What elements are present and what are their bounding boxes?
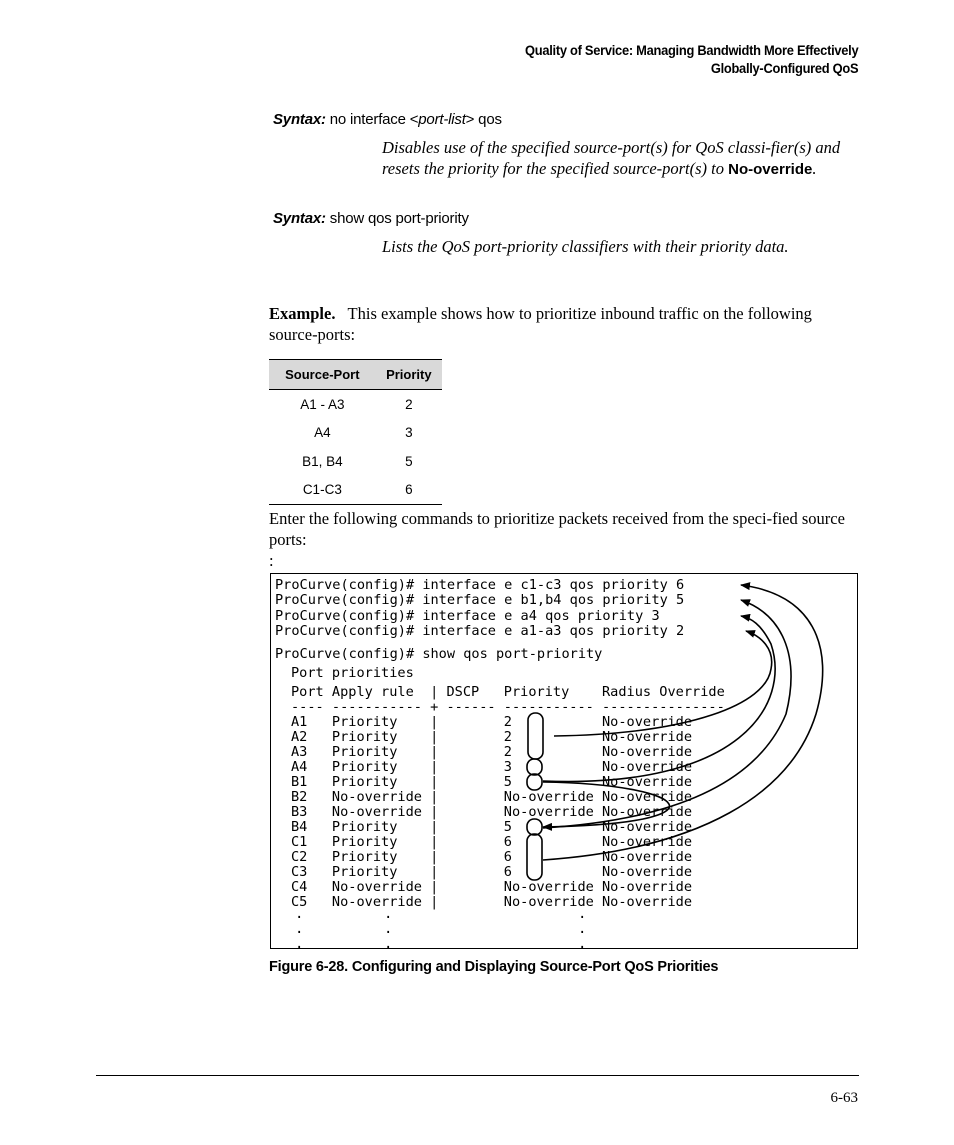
syntax-description-1 (382, 137, 862, 180)
source-port-priority-table (269, 359, 442, 505)
continuation-dots: · · · (295, 910, 304, 956)
colon-mark: : (269, 551, 274, 570)
output-row: C2 Priority | 6 No-override (291, 849, 693, 865)
cli-command-line: ProCurve(config)# interface e a4 qos priority 3 (275, 608, 660, 624)
table-cell: 6 (376, 476, 442, 505)
table-cell: 2 (405, 396, 413, 412)
running-header-title: Quality of Service: Managing Bandwidth More Effectively (524, 42, 858, 58)
cli-command-line: ProCurve(config)# interface e c1-c3 qos priority 6 (275, 577, 685, 593)
example-text: This example shows how to prioritize inbound traffic on the following source-ports: (269, 304, 812, 344)
figure-caption: Figure 6-28. Configuring and Displaying Source-Port QoS Priorities (269, 959, 719, 975)
output-row: C5 No-override | No-override No-override (291, 894, 693, 910)
continuation-dots: · · · (578, 910, 587, 956)
table-cell: C1-C3 (269, 476, 376, 505)
table-cell: B1, B4 (302, 453, 343, 469)
example-label: Example. (269, 304, 336, 323)
output-row: A1 Priority | 2 No-override (291, 714, 693, 730)
table-cell: 3 (405, 425, 413, 441)
example-paragraph (269, 303, 859, 345)
page-number: 6-63 (830, 1090, 858, 1106)
table-row (269, 390, 442, 419)
output-title: Port priorities (291, 665, 414, 681)
arrow-priority-3 (543, 616, 775, 782)
output-row: A2 Priority | 2 No-override (291, 729, 693, 745)
cli-screenshot (270, 573, 858, 956)
syntax-label: Syntax: (273, 111, 326, 128)
output-row: C1 Priority | 6 No-override (291, 834, 693, 850)
cli-command-line: ProCurve(config)# interface e a1-a3 qos priority 2 (275, 623, 685, 639)
column-header-source-port: Source-Port (269, 360, 376, 390)
syntax-show-qos (273, 210, 469, 227)
output-row: A3 Priority | 2 No-override (291, 744, 693, 760)
table-row (269, 447, 442, 476)
table-cell: A1 - A3 (300, 396, 345, 412)
output-row: A4 Priority | 3 No-override (291, 759, 693, 775)
footer-rule (96, 1075, 859, 1076)
output-separator: ---- ----------- + ------ ----------- --------------- (291, 699, 725, 715)
table-row (269, 419, 442, 448)
syntax-command-post: > qos (465, 111, 502, 128)
cli-show-command: ProCurve(config)# show qos port-priority (275, 646, 603, 662)
continuation-dots: · · · (384, 910, 393, 956)
column-header-priority: Priority (376, 360, 442, 390)
output-row: B1 Priority | 5 No-override (291, 774, 693, 790)
syntax-command: show qos port-priority (329, 210, 469, 227)
output-row: B4 Priority | 5 No-override (291, 819, 693, 835)
syntax-command-pre: no interface < (329, 111, 419, 128)
table-cell: A4 (314, 425, 331, 441)
syntax-description-2: Lists the QoS port-priority classifiers with their priority data. (382, 237, 789, 256)
highlight-circle (528, 713, 543, 759)
table-cell: 5 (405, 453, 413, 469)
running-header-subtitle: Globally-Configured QoS (710, 60, 858, 76)
highlight-circle (527, 759, 542, 775)
table-row (269, 476, 442, 505)
no-override-term: No-override (728, 161, 813, 178)
output-row: B3 No-override | No-override No-override (291, 804, 693, 820)
description-text: Disables use of the specified source-port(s) for QoS classi-fier(s) and resets the priority for the specified source-port(s) to (382, 138, 841, 178)
cli-command-line: ProCurve(config)# interface e b1,b4 qos priority 5 (275, 592, 685, 608)
syntax-no-interface (273, 111, 502, 128)
highlight-circle (527, 774, 542, 790)
syntax-label: Syntax: (273, 210, 326, 227)
output-row: C3 Priority | 6 No-override (291, 864, 693, 880)
priority-annotation-arrows (271, 574, 857, 948)
description-end: . (812, 159, 817, 178)
output-column-headers: Port Apply rule | DSCP Priority Radius Override (291, 684, 725, 700)
arrow-b1-to-b4 (543, 782, 669, 827)
highlight-circle (527, 819, 542, 835)
syntax-param: port-list (418, 111, 466, 128)
output-row: B2 No-override | No-override No-override (291, 789, 693, 805)
arrow-priority-2 (554, 631, 772, 736)
highlight-circle (527, 834, 542, 880)
instruction-paragraph: Enter the following commands to prioritize packets received from the speci-fied source ports: (269, 509, 845, 549)
output-row: C4 No-override | No-override No-override (291, 879, 693, 895)
